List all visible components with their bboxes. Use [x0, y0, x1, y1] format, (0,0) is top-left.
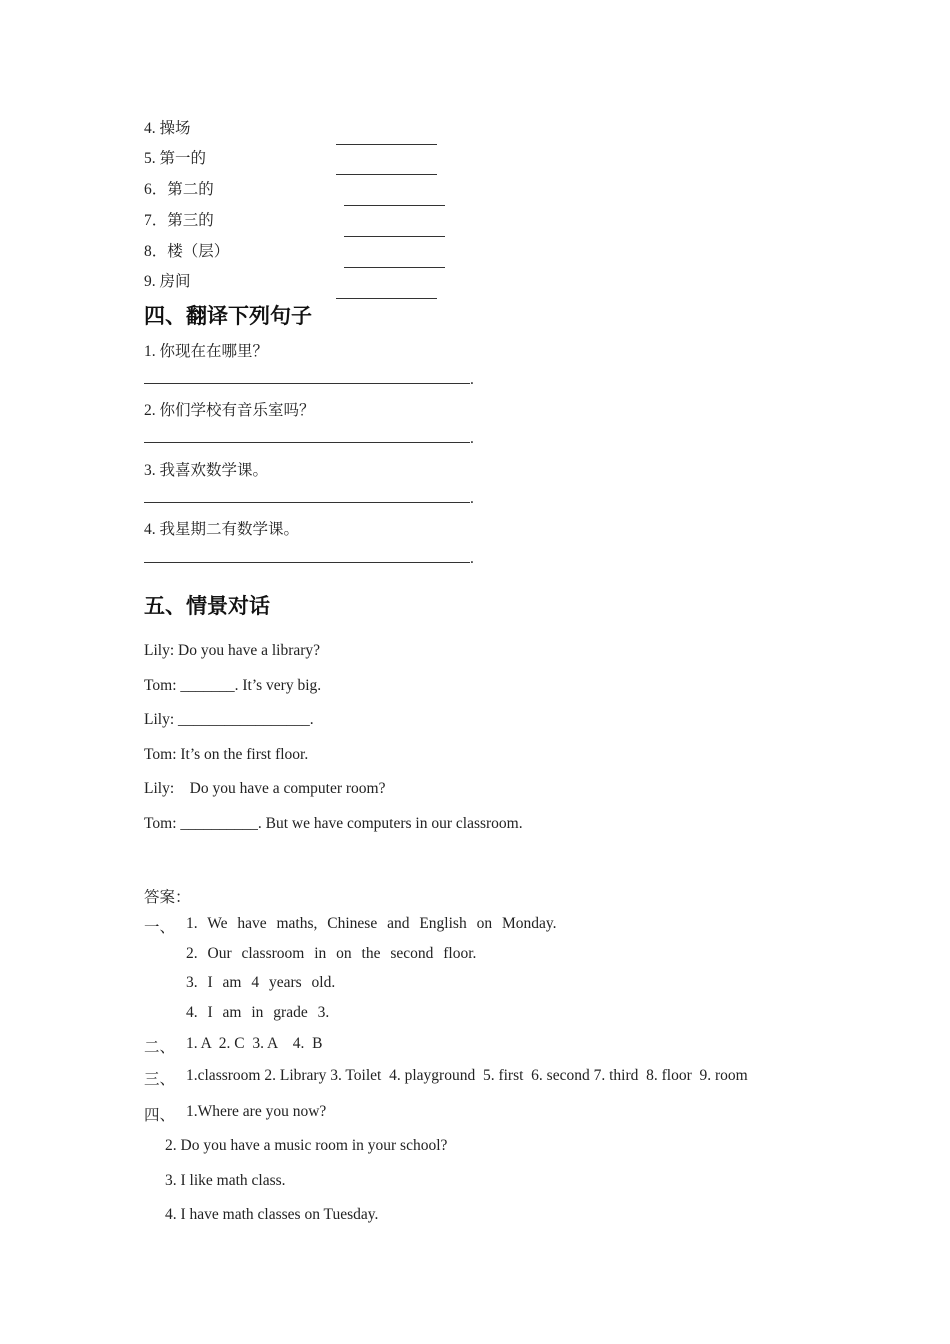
dialogue-line-2: Tom: _______. It’s very big. [144, 677, 322, 694]
answers-part-1-line-2: 2. Our classroom in on the second floor. [186, 945, 477, 962]
answer-blank[interactable] [336, 286, 437, 304]
translate-answer-line-3[interactable]: . [144, 490, 474, 508]
answers-part-3-text: 1.classroom 2. Library 3. Toilet 4. playground 5. first 6. second 7. third 8. floor 9. room [186, 1067, 748, 1084]
answers-part-2-label: 二、 [144, 1039, 176, 1056]
answer-blank[interactable] [336, 132, 437, 150]
translate-answer-line-4[interactable]: . [144, 550, 474, 568]
dialogue-line-4: Tom: It’s on the first floor. [144, 746, 309, 763]
answer-blank[interactable] [344, 255, 445, 273]
dialogue-line-6: Tom: __________. But we have computers in our classroom. [144, 815, 523, 832]
section-4-title: 四、翻译下列句子 [144, 304, 312, 328]
answers-part-1-line-1: 1. We have maths, Chinese and English on Monday. [186, 915, 557, 932]
translate-question-3: 3. 我喜欢数学课。 [144, 462, 269, 479]
answer-blank[interactable] [336, 162, 437, 180]
vocab-item-5: 5. 第一的 [144, 150, 207, 167]
answers-part-2-text: 1. A 2. C 3. A 4. B [186, 1035, 323, 1052]
vocab-item-7: 7．第三的 [144, 212, 214, 229]
vocab-item-9: 9. 房间 [144, 273, 191, 290]
answers-part-4-line-3: 3. I like math class. [165, 1172, 286, 1189]
dialogue-line-3: Lily: _________________. [144, 711, 314, 728]
answer-blank[interactable] [344, 193, 445, 211]
answers-part-4-label: 四、 [144, 1107, 176, 1124]
answers-part-3-label: 三、 [144, 1071, 176, 1088]
translate-answer-line-1[interactable]: . [144, 371, 474, 389]
answers-part-4-line-1: 1.Where are you now? [186, 1103, 327, 1120]
section-5-title: 五、情景对话 [144, 594, 270, 618]
dialogue-line-1: Lily: Do you have a library? [144, 642, 321, 659]
translate-question-2: 2. 你们学校有音乐室吗？ [144, 402, 315, 419]
vocab-item-8: 8．楼（层） [144, 243, 230, 260]
vocab-item-4: 4. 操场 [144, 120, 191, 137]
translate-answer-line-2[interactable]: . [144, 430, 474, 448]
answers-part-1-line-4: 4. I am in grade 3. [186, 1004, 330, 1021]
answer-blank[interactable] [344, 224, 445, 242]
translate-question-4: 4. 我星期二有数学课。 [144, 521, 300, 538]
dialogue-line-5: Lily: Do you have a computer room? [144, 780, 386, 797]
answers-part-1-label: 一、 [144, 919, 176, 936]
vocab-item-6: 6．第二的 [144, 181, 214, 198]
answers-title: 答案： [144, 889, 191, 906]
translate-question-1: 1. 你现在在哪里？ [144, 343, 269, 360]
answers-part-4-line-4: 4. I have math classes on Tuesday. [165, 1206, 379, 1223]
answers-part-4-line-2: 2. Do you have a music room in your school? [165, 1137, 448, 1154]
answers-part-1-line-3: 3. I am 4 years old. [186, 974, 336, 991]
